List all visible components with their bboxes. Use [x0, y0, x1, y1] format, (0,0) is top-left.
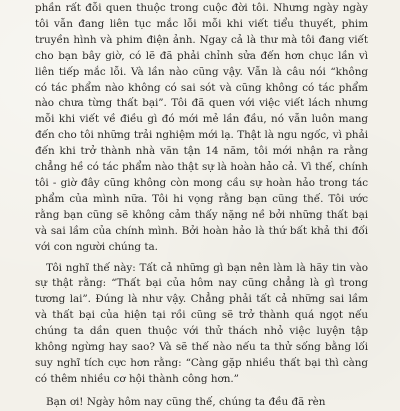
paragraph-third: Bạn ơi! Ngày hôm nay cũng thế, chúng ta đều đã rèn: [46, 395, 326, 408]
page-text: [35, 1, 368, 411]
paragraph-continued: phần rất đỗi quen thuộc trong cuộc đời tôi. Nhưng ngày ngày tôi vẫn đang liên tục mắc lỗi mỗi khi viết tiểu thuyết, phim truyền hình và phim điện ảnh. Ngay cả là thư mà tôi đang viết cho bạn bây giờ, có lẽ đã phải chỉnh sửa đến hơn chục lần vì liên tiếp mắc lỗi. Và lần nào cũng vậy. Vẫn là câu nói “không có tác phẩm nào không có sai sót và cũng không có tác phẩm nào chưa từng thất bại”. Tôi đã quen với việc viết lách nhưng mỗi khi viết về điều gì đó mới mẻ lần đầu, nó vẫn luôn mang đến cho tôi những trải nghiệm mới lạ. Thật là ngu ngốc, vì phải đến khi trở thành nhà văn tận 14 năm, tôi mới nhận ra rằng chẳng hề có tác phẩm nào thật sự là hoàn hảo cả. Vì thế, chính tôi - giờ đây cũng không còn mong cầu sự hoàn hảo trong tác phẩm của mình nữa. Tôi hi vọng rằng bạn cũng thế. Tôi ước rằng bạn cũng sẽ không cảm thấy nặng nề bởi những thất bại và sai lầm của chính mình. Bởi hoàn hảo là thứ bất khả thi đối với con người chúng ta.: [35, 2, 368, 253]
paragraph-second: Tôi nghĩ thế này: Tất cả những gì bạn nên làm là hãy tin vào sự thật rằng: “Thất bại của hôm nay cũng chẳng là gì trong tương lai”. Đúng là như vậy. Chẳng phải tất cả những sai lầm và thất bại của hiện tại rồi cũng sẽ trở thành quá ngọt nếu chúng ta dần quen thuộc với thử thách nhỏ việc luyện tập không ngừng hay sao? Và sẽ thế nào nếu ta thử sống bằng lối suy nghĩ tích cực hơn rằng: “Càng gặp nhiều thất bại thì càng có thêm nhiều cơ hội thành công hơn.”: [35, 261, 368, 385]
